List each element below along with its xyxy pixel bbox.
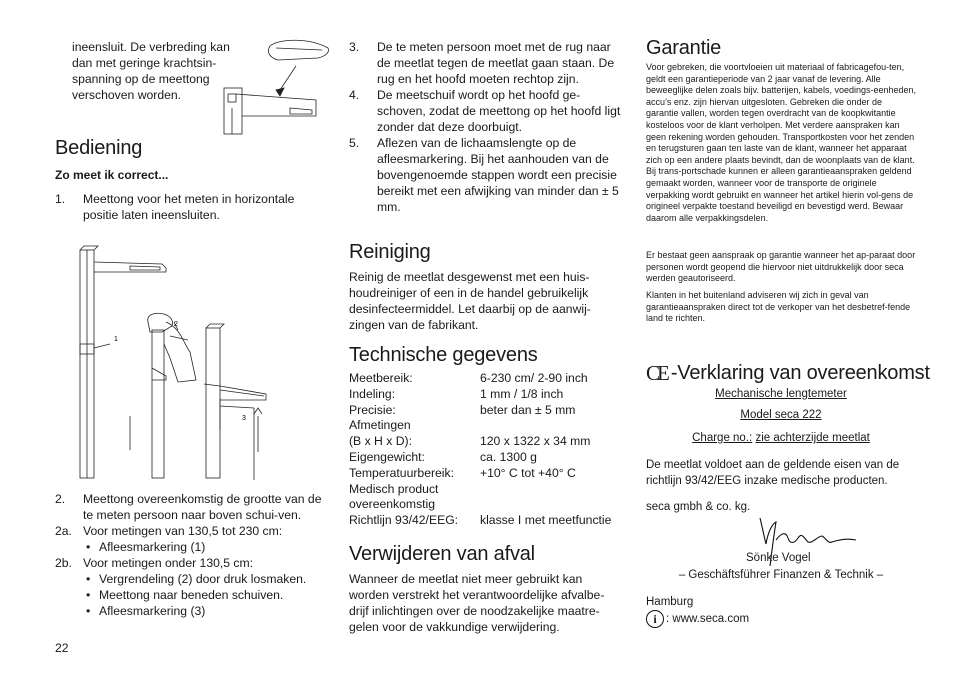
spec-value: 120 x 1322 x 34 mm [480,434,591,449]
spec-value: 1 mm / 1/8 inch [480,386,564,401]
step-5 [349,135,624,215]
spec-row [349,450,629,466]
subtitle-zo-meet-ik: Zo meet ik correct... [55,168,169,182]
stadiometer-illustration [70,240,270,480]
charge-value: zie achterzijde meetlat [755,432,870,444]
signatory-role: – Geschäftsführer Finanzen & Technik – [678,569,884,581]
spec-key: Eigengewicht: [349,449,425,464]
conformity-title: -Verklaring van overeenkomst [670,362,930,384]
step-2 [55,491,325,619]
spec-row [349,497,629,513]
slider-detail-illustration [218,38,333,138]
charge-label: Charge no.: [692,432,753,444]
intro-line: ineensluit. De verbreding kan [72,40,230,54]
spec-key: Indeling: [349,386,396,401]
spec-value: 6-230 cm/ 2-90 inch [480,371,588,385]
step-3 [349,39,624,87]
bullet-item: • Meettong naar beneden schuiven. [55,587,325,603]
cleaning-text: Reinig de meetlat desgewenst met een huis-houdreiniger of een in de handel gebruikelijk desinfecteermiddel. Let daarbij op de aanwij-zingen van de fabrikant. [349,270,591,332]
spec-key: Medisch product [349,481,439,496]
step-number: 3. [349,40,360,54]
bullet-item: • Afleesmarkering (1) [55,539,325,555]
signatory-name: Sönke Vogel [746,552,811,564]
spec-row [349,418,629,434]
spec-table [349,371,629,529]
spec-key: Afmetingen [349,418,411,433]
step-number: 5. [349,136,360,150]
conformity-heading [646,361,930,386]
spec-row [349,403,629,419]
step-text: Voor metingen van 130,5 tot 230 cm: [83,524,283,538]
step-text: Meettong voor het meten in horizontale positie laten ineensluiten. [83,192,295,222]
spec-value: +10° C tot +40° C [480,465,576,480]
bullet-item: • Vergrendeling (2) door druk losmaken. [55,571,325,587]
spec-key: Temperatuurbereik: [349,465,454,480]
spec-value: klasse I met meetfunctie [480,513,612,528]
website-line [646,610,749,628]
conformity-text: De meetlat voldoet aan de geldende eisen van de richtlijn 93/42/EEG inzake medische producten. [646,459,900,487]
warranty-paragraph-1: Voor gebreken, die voortvloeien uit materiaal of fabricagefou-ten, geldt een garantieperiode van 2 jaar vanaf de levering. Alle beweeglijke delen zoals bijv. batterijen, kabels, voedings-eenheden, accu’s enz. zijn hiervan uitgesloten. Gebreken die onder de garantie vallen, worden tegen overdracht van de koopkwitantie kosteloos voor de klant verholpen. Met verdere aanspraken kan geen rekening worden gehouden. Transportkosten voor het zenden en terugsturen gaan ten laste van de klant, wanneer het apparaat zich op een andere plaats bevindt, dan de woonplaats van de klant. Bij trans-portschade kunnen er alleen garantieaanspraken geldend gemaakt worden, wanneer voor de transporte de originele verpakking wordt gebruikt en wanneer het artikel hierin vol-gens de origineel verpakte toestand beveiligd en bevestigd werd. Bewaar daarom alle verpakkingsdelen. [646,62,917,223]
charge-line [646,430,916,446]
disposal-text: Wanneer de meetlat niet meer gebruikt kan worden verstrekt het verantwoordelijke afvalbe-drijf inlichtingen over de noodzakelijke maatre-gelen voor de vakkundige verwijdering. [349,572,605,634]
spec-key: Meetbereik: [349,371,413,385]
spec-key: Precisie: [349,402,396,417]
step-text: Voor metingen onder 130,5 cm: [83,556,254,570]
company-name: seca gmbh & co. kg. [646,501,751,513]
section-title-bediening: Bediening [55,137,143,159]
step-number: 2a. [55,524,72,538]
intro-line: verschoven worden. [72,88,182,102]
figure-label-1: 1 [114,336,118,343]
section-title-technische-gegevens: Technische gegevens [349,344,538,366]
section-title-verwijderen: Verwijderen van afval [349,543,535,565]
website: : www.seca.com [666,613,750,625]
intro-line: dan met geringe krachtsin- [72,56,217,70]
city: Hamburg [646,596,694,608]
step-text: De meetschuif wordt op het hoofd ge-schoven, zodat de meettong op het hoofd ligt zonder dat deze doorbuigt. [377,88,621,134]
page-number: 22 [55,641,69,655]
spec-key: Richtlijn 93/42/EEG: [349,513,459,528]
spec-key: overeenkomstig [349,497,436,512]
ce-mark: CE [646,361,667,385]
spec-value: beter dan ± 5 mm [480,402,576,417]
spec-row [349,371,629,387]
step-number: 2. [55,492,66,506]
section-title-reiniging: Reiniging [349,241,431,263]
step-4 [349,87,624,135]
info-icon: i [646,610,664,628]
section-title-garantie: Garantie [646,37,722,59]
spec-row [349,513,629,529]
spec-value: ca. 1300 g [480,449,537,464]
product-line: Mechanische lengtemeter [715,388,847,400]
spec-row [349,434,629,450]
model-line: Model seca 222 [740,409,822,421]
warranty-paragraph-2: Er bestaat geen aanspraak op garantie wanneer het ap-paraat door personen wordt geopend die hiervoor niet uitdrukkelijk door seca werden geautoriseerd. [646,250,916,284]
step-text: De te meten persoon moet met de rug naar de meetlat tegen de meetlat gaan staan. De rug en het hoofd moeten rechtop zijn. [377,40,615,86]
step-number: 4. [349,88,360,102]
spec-row [349,482,629,498]
steps-3-5 [349,39,624,215]
intro-line: spanning op de meettong [72,72,210,86]
spec-row [349,387,629,403]
figure-label-3: 3 [242,415,246,422]
step-1 [55,191,325,223]
step-text: Aflezen van de lichaamslengte op de afleesmarkering. Bij het aanhouden van de bovengenoemde stappen wordt een precisie bereikt met een afwijking van minder dan ± 5 mm. [377,136,619,214]
step-number: 1. [55,192,66,206]
step-number: 2b. [55,556,72,570]
spec-row [349,466,629,482]
spec-key: (B x H x D): [349,434,412,449]
bullet-item: • Afleesmarkering (3) [55,603,325,619]
step-text: Meettong overeenkomstig de grootte van de te meten persoon naar boven schui-ven. [83,492,322,522]
warranty-paragraph-3: Klanten in het buitenland adviseren wij zich in geval van garantieaanspraken direct tot de verkoper van het desbetref-fende land te richten. [646,290,911,324]
figure-label-2: 2 [174,321,178,328]
